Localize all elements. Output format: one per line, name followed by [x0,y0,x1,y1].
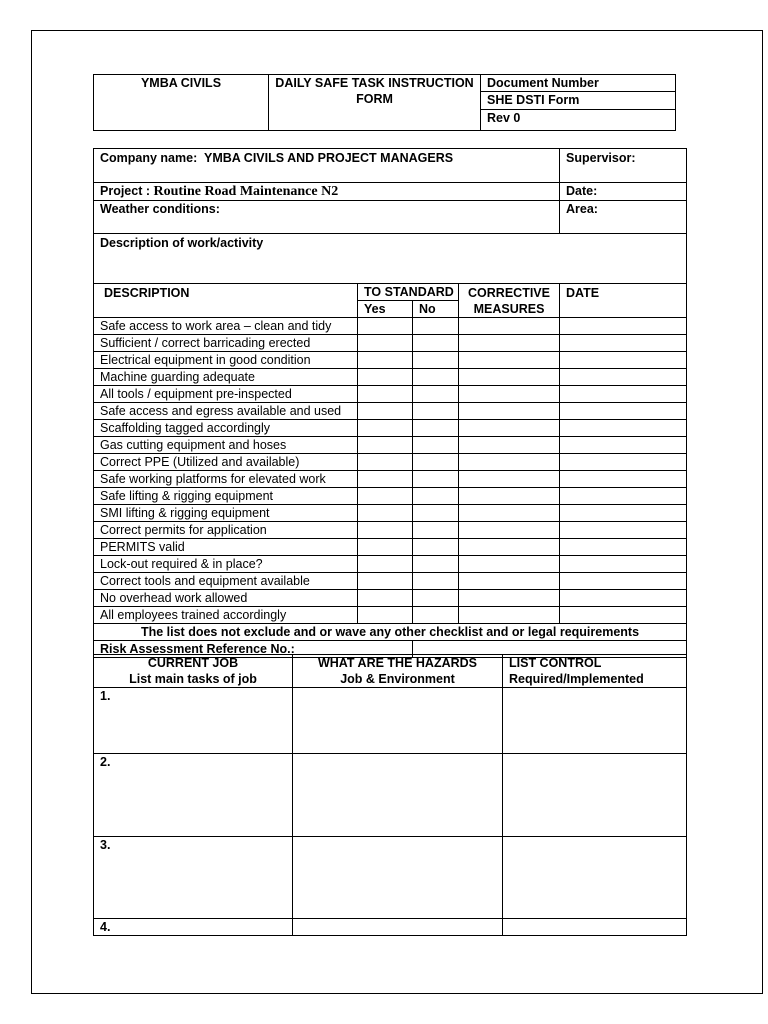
hazards-subtitle: Job & Environment [340,672,455,686]
no-cell[interactable] [413,590,459,607]
current-job-title: CURRENT JOB [147,656,239,670]
corrective-cell[interactable] [459,420,560,437]
corrective-cell[interactable] [459,386,560,403]
checklist-items [94,318,687,624]
corrective-cell[interactable] [459,352,560,369]
checklist-row [94,590,687,607]
yes-cell[interactable] [358,420,413,437]
date-cell[interactable] [560,607,687,624]
date-cell[interactable] [560,437,687,454]
weather-field[interactable] [94,201,560,234]
corrective-cell[interactable] [459,318,560,335]
hazards-title: WHAT ARE THE HAZARDS [317,656,477,670]
no-cell[interactable] [413,352,459,369]
corrective-cell[interactable] [459,335,560,352]
corrective-cell[interactable] [459,454,560,471]
control-cell[interactable] [503,754,687,837]
yes-cell[interactable] [358,590,413,607]
col-header-description: DESCRIPTION [94,284,358,318]
task-row [94,919,687,936]
date-cell[interactable] [560,420,687,437]
date-cell[interactable] [560,454,687,471]
corrective-cell[interactable] [459,556,560,573]
no-cell[interactable] [413,522,459,539]
date-cell[interactable] [560,539,687,556]
control-subtitle: Required/Implemented [509,672,644,686]
checklist-row [94,403,687,420]
checklist-row [94,471,687,488]
date-cell[interactable] [560,352,687,369]
area-field[interactable] [560,201,687,234]
checklist-row [94,556,687,573]
control-cell[interactable] [503,919,687,936]
yes-cell[interactable] [358,556,413,573]
weather-label: Weather conditions: [100,202,220,216]
control-title: LIST CONTROL [509,656,602,670]
checklist-item-label: Lock-out required & in place? [94,556,358,573]
yes-cell[interactable] [358,454,413,471]
no-cell[interactable] [413,573,459,590]
date-cell[interactable] [560,522,687,539]
col-header-current-job [94,655,293,688]
date-cell[interactable] [560,369,687,386]
yes-cell[interactable] [358,386,413,403]
yes-cell[interactable] [358,573,413,590]
document-form-code: SHE DSTI Form [481,92,676,109]
col-header-date: DATE [560,284,687,318]
date-cell[interactable] [560,573,687,590]
hazard-cell[interactable] [293,837,503,919]
corrective-cell[interactable] [459,505,560,522]
no-cell[interactable] [413,437,459,454]
project-field[interactable] [94,183,560,201]
checklist-form [93,148,687,658]
hazard-cell[interactable] [293,688,503,754]
yes-cell[interactable] [358,437,413,454]
no-cell[interactable] [413,607,459,624]
yes-cell[interactable] [358,352,413,369]
date-cell[interactable] [560,318,687,335]
no-cell[interactable] [413,335,459,352]
checklist-row [94,369,687,386]
col-header-control [503,655,687,688]
checklist-item-label: Safe lifting & rigging equipment [94,488,358,505]
area-label: Area: [566,202,598,216]
checklist-row [94,539,687,556]
date-cell[interactable] [560,471,687,488]
col-header-hazards [293,655,503,688]
document-header [93,74,676,131]
checklist-item-label: Gas cutting equipment and hoses [94,437,358,454]
hazard-cell[interactable] [293,919,503,936]
col-header-no: No [413,301,459,318]
checklist-item-label: Machine guarding adequate [94,369,358,386]
checklist-item-label: Safe access to work area – clean and tidy [94,318,358,335]
date-cell[interactable] [560,488,687,505]
task-number[interactable]: 4. [94,919,293,936]
date-cell[interactable] [560,403,687,420]
control-cell[interactable] [503,837,687,919]
checklist-item-label: PERMITS valid [94,539,358,556]
work-description-label: Description of work/activity [100,236,264,250]
corrective-cell[interactable] [459,573,560,590]
no-cell[interactable] [413,318,459,335]
yes-cell[interactable] [358,539,413,556]
no-cell[interactable] [413,454,459,471]
disclaimer: The list does not exclude and or wave any other checklist and or legal requirements [94,624,687,641]
checklist-row [94,386,687,403]
checklist-row [94,607,687,624]
corrective-cell[interactable] [459,403,560,420]
checklist-row [94,335,687,352]
checklist-row [94,437,687,454]
document-number-label: Document Number [481,75,676,92]
risk-assessment-label: Risk Assessment Reference No.: [94,641,413,658]
task-row [94,688,687,754]
no-cell[interactable] [413,420,459,437]
yes-cell[interactable] [358,522,413,539]
company-name-value: YMBA CIVILS AND PROJECT MANAGERS [203,151,454,165]
yes-cell[interactable] [358,335,413,352]
checklist-row [94,522,687,539]
checklist-row [94,420,687,437]
col-header-corrective: CORRECTIVE MEASURES [459,284,560,318]
checklist-row [94,488,687,505]
task-row [94,754,687,837]
no-cell[interactable] [413,369,459,386]
job-hazard-table [93,654,687,936]
corrective-cell[interactable] [459,607,560,624]
checklist-item-label: Safe access and egress available and used [94,403,358,420]
checklist-row [94,318,687,335]
work-description-field[interactable] [94,234,687,284]
task-number[interactable]: 3. [94,837,293,919]
checklist-item-label: No overhead work allowed [94,590,358,607]
date-cell[interactable] [560,386,687,403]
checklist-row [94,505,687,522]
task-number[interactable]: 2. [94,754,293,837]
date-cell[interactable] [560,590,687,607]
yes-cell[interactable] [358,607,413,624]
date-field[interactable] [560,183,687,201]
corrective-cell[interactable] [459,471,560,488]
task-rows [94,688,687,936]
yes-cell[interactable] [358,369,413,386]
checklist-item-label: All tools / equipment pre-inspected [94,386,358,403]
checklist-item-label: All employees trained accordingly [94,607,358,624]
date-cell[interactable] [560,505,687,522]
yes-cell[interactable] [358,505,413,522]
corrective-cell[interactable] [459,369,560,386]
task-number[interactable]: 1. [94,688,293,754]
supervisor-label: Supervisor: [566,151,636,165]
checklist-row [94,454,687,471]
checklist-item-label: Sufficient / correct barricading erected [94,335,358,352]
company-title: YMBA CIVILS [94,75,269,131]
date-cell[interactable] [560,335,687,352]
yes-cell[interactable] [358,318,413,335]
checklist-row [94,573,687,590]
date-label: Date: [566,184,598,198]
checklist-item-label: Correct permits for application [94,522,358,539]
yes-cell[interactable] [358,488,413,505]
form-title: DAILY SAFE TASK INSTRUCTION FORM [269,75,481,131]
corrective-cell[interactable] [459,488,560,505]
no-cell[interactable] [413,556,459,573]
corrective-cell[interactable] [459,522,560,539]
company-name-field[interactable] [94,149,560,183]
checklist-item-label: Correct tools and equipment available [94,573,358,590]
no-cell[interactable] [413,386,459,403]
no-cell[interactable] [413,471,459,488]
checklist-item-label: Scaffolding tagged accordingly [94,420,358,437]
checklist-item-label: Electrical equipment in good condition [94,352,358,369]
supervisor-field[interactable] [560,149,687,183]
no-cell[interactable] [413,403,459,420]
yes-cell[interactable] [358,471,413,488]
checklist-item-label: Safe working platforms for elevated work [94,471,358,488]
col-header-to-standard: TO STANDARD [358,284,459,301]
corrective-cell[interactable] [459,590,560,607]
checklist-item-label: SMI lifting & rigging equipment [94,505,358,522]
document-revision: Rev 0 [481,109,676,130]
no-cell[interactable] [413,488,459,505]
corrective-cell[interactable] [459,437,560,454]
hazard-cell[interactable] [293,754,503,837]
project-value: Routine Road Maintenance N2 [153,184,339,199]
current-job-subtitle: List main tasks of job [129,672,257,686]
company-name-label: Company name: [100,151,198,165]
corrective-cell[interactable] [459,539,560,556]
task-row [94,837,687,919]
no-cell[interactable] [413,505,459,522]
checklist-item-label: Correct PPE (Utilized and available) [94,454,358,471]
control-cell[interactable] [503,688,687,754]
col-header-yes: Yes [358,301,413,318]
yes-cell[interactable] [358,403,413,420]
checklist-row [94,352,687,369]
project-label: Project : [100,184,151,198]
no-cell[interactable] [413,539,459,556]
date-cell[interactable] [560,556,687,573]
